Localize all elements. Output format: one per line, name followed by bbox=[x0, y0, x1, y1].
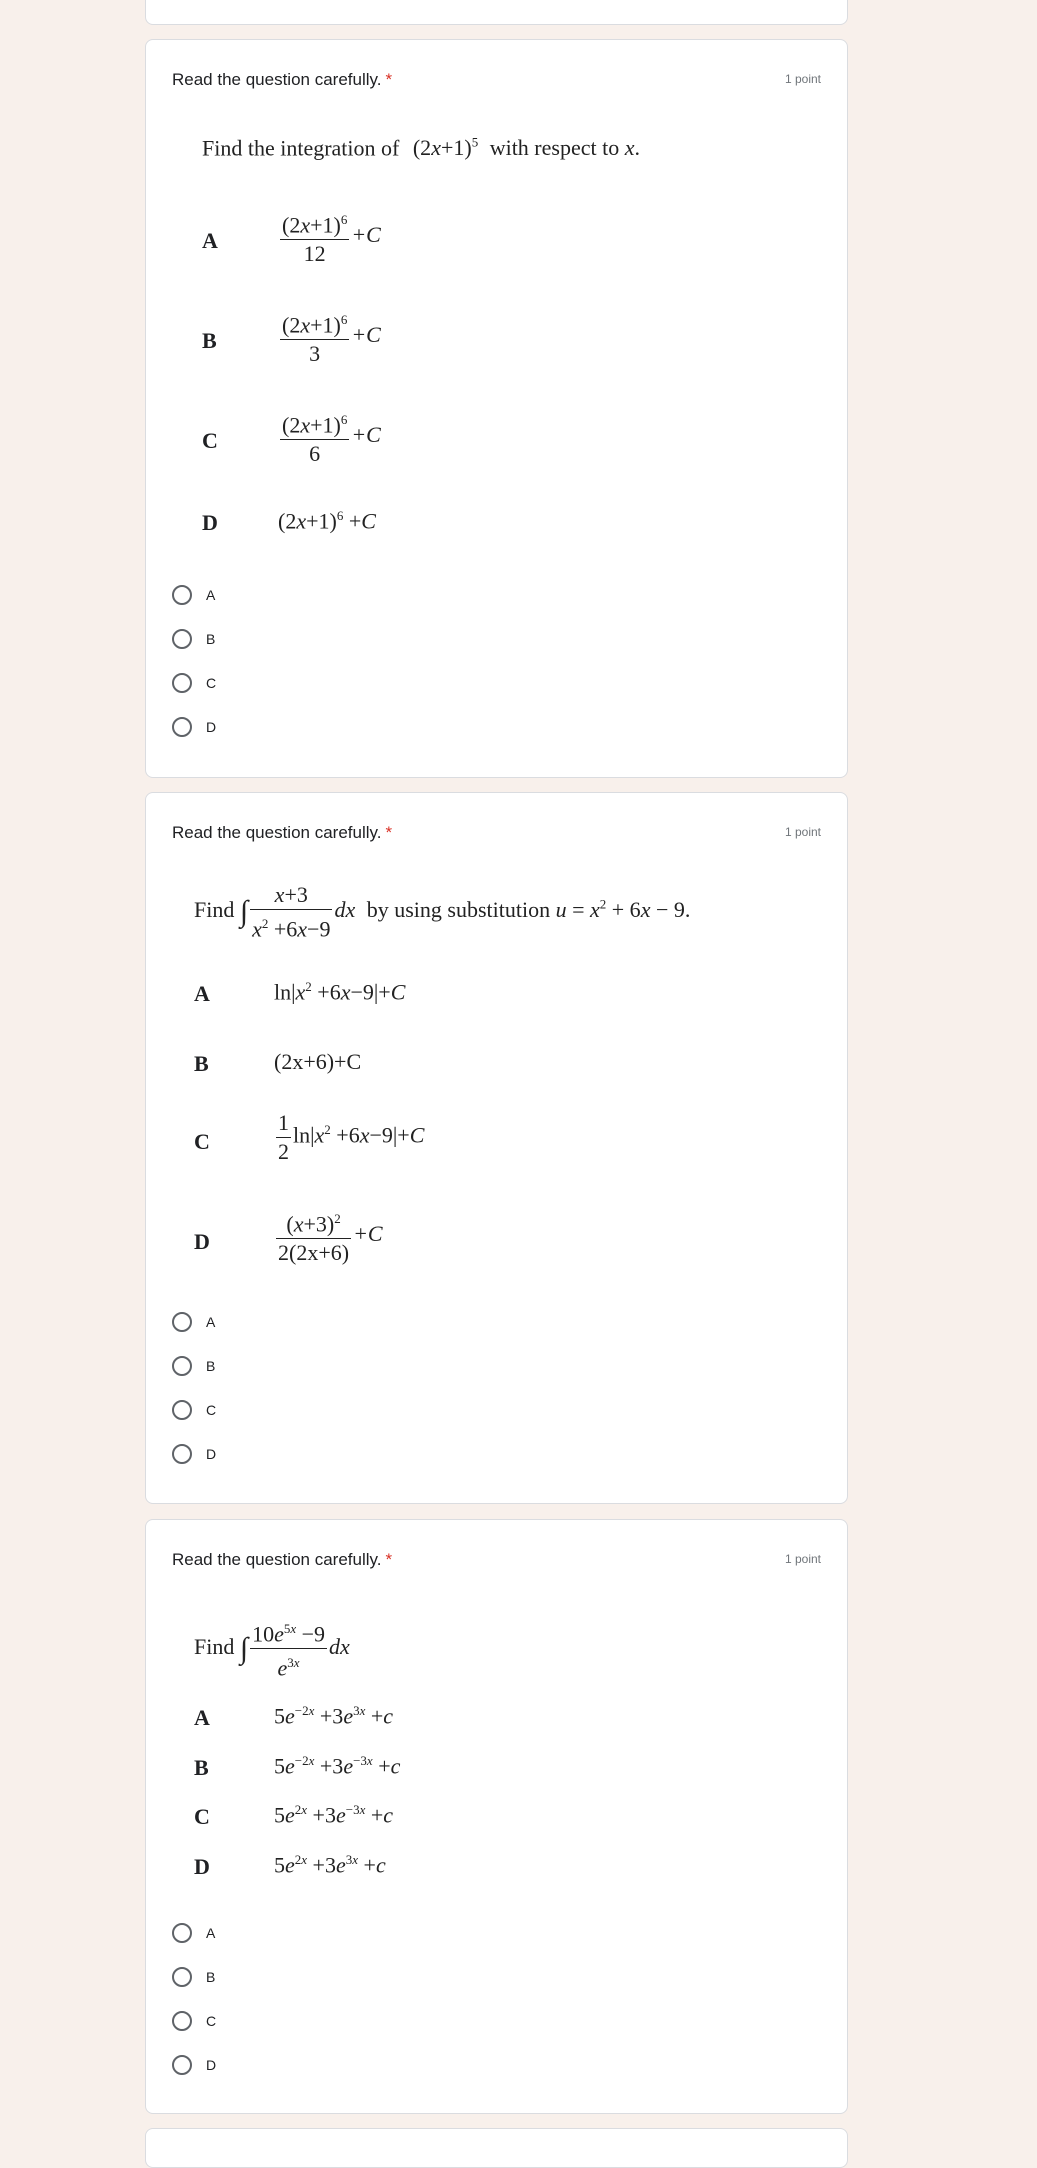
option-expression-d: $(2x+1)^6 +C$ bbox=[278, 508, 376, 534]
option-letter-c: C bbox=[202, 428, 218, 453]
previous-question-card bbox=[145, 0, 848, 25]
question-image-prompt: Find ∫ $\frac{x+3}{x^2 +6x-9}$ dx by using substitution $u = x^2 + 6x - 9$. bbox=[194, 882, 691, 942]
question-title: Read the question carefully. bbox=[172, 823, 382, 842]
option-letter-a: A bbox=[194, 981, 210, 1006]
option-expression-a: $\frac{(2x+1)^6}{12}$ +C bbox=[278, 206, 381, 268]
radio-circle-icon[interactable] bbox=[172, 717, 192, 737]
radio-circle-icon[interactable] bbox=[172, 585, 192, 605]
option-expression-b: (2x+6)+C bbox=[274, 1049, 362, 1074]
question-header bbox=[172, 70, 821, 92]
radio-option-d[interactable]: D bbox=[172, 2051, 216, 2079]
points-label: 1 point bbox=[784, 1552, 821, 1566]
option-expression-c: $\frac{(2x+1)^6}{6}$ +C bbox=[278, 406, 381, 468]
question-title: Read the question carefully. bbox=[172, 70, 382, 89]
question-card-3 bbox=[145, 1519, 848, 2114]
question-card-2 bbox=[145, 792, 848, 1504]
radio-option-a[interactable]: A bbox=[172, 581, 215, 609]
radio-circle-icon[interactable] bbox=[172, 2011, 192, 2031]
option-letter-b: B bbox=[194, 1755, 209, 1780]
radio-circle-icon[interactable] bbox=[172, 1444, 192, 1464]
option-expression-c: $5e^{2x} +3e^{-3x} +c$ bbox=[274, 1802, 394, 1828]
integrand-fraction: $\frac{x+3}{x^2 +6x-9}$ bbox=[252, 882, 331, 942]
option-letter-c: C bbox=[194, 1129, 210, 1154]
next-question-card bbox=[145, 2128, 848, 2168]
option-letter-b: B bbox=[194, 1051, 209, 1076]
option-expression-a: $\ln|x^2 +6x-9|+C$ bbox=[274, 979, 406, 1005]
radio-circle-icon[interactable] bbox=[172, 1400, 192, 1420]
option-expression-b: $5e^{-2x} +3e^{-3x} +c$ bbox=[274, 1753, 401, 1779]
radio-option-c[interactable]: C bbox=[172, 2007, 216, 2035]
question-header bbox=[172, 1550, 821, 1572]
radio-option-c[interactable]: C bbox=[172, 669, 216, 697]
question-header bbox=[172, 823, 821, 845]
question-image-prompt: Find ∫ $\frac{10e^{5x} -9}{e^{3x}}$ dx bbox=[194, 1615, 350, 1683]
option-expression-d: $\frac{(x+3)^2}{2(2x+6)}$ +C bbox=[274, 1205, 383, 1267]
radio-circle-icon[interactable] bbox=[172, 2055, 192, 2075]
radio-circle-icon[interactable] bbox=[172, 1967, 192, 1987]
integral-sign-icon: ∫ bbox=[239, 895, 249, 929]
option-letter-d: D bbox=[194, 1854, 210, 1879]
radio-circle-icon[interactable] bbox=[172, 629, 192, 649]
option-expression-b: $\frac{(2x+1)^6}{3}$ +C bbox=[278, 306, 381, 368]
required-asterisk: * bbox=[385, 1550, 393, 1569]
question-title: Read the question carefully. bbox=[172, 1550, 382, 1569]
radio-circle-icon[interactable] bbox=[172, 1923, 192, 1943]
question-card-1 bbox=[145, 39, 848, 778]
option-letter-a: A bbox=[202, 228, 218, 253]
points-label: 1 point bbox=[784, 825, 821, 839]
option-expression-c: $\frac{1}{2}$ $\ln|x^2 +6x-9|+C$ bbox=[278, 1110, 425, 1164]
option-letter-d: D bbox=[202, 510, 218, 535]
integrand-fraction: $\frac{10e^{5x} -9}{e^{3x}}$ bbox=[250, 1615, 327, 1683]
option-expression-d: $5e^{2x} +3e^{3x} +c$ bbox=[274, 1852, 386, 1878]
integral-sign-icon: ∫ bbox=[239, 1631, 249, 1665]
required-asterisk: * bbox=[385, 70, 393, 89]
option-letter-a: A bbox=[194, 1705, 210, 1730]
option-letter-b: B bbox=[202, 328, 217, 353]
radio-option-b[interactable]: B bbox=[172, 625, 215, 653]
question-image-prompt: Find the integration of $(2x+1)^5$ with respect to x. bbox=[202, 135, 640, 161]
option-expression-a: $5e^{-2x} +3e^{3x} +c$ bbox=[274, 1703, 394, 1729]
radio-circle-icon[interactable] bbox=[172, 1312, 192, 1332]
prompt-tail: with respect to x. bbox=[489, 135, 640, 161]
radio-option-b[interactable]: B bbox=[172, 1352, 215, 1380]
option-letter-d: D bbox=[194, 1229, 210, 1254]
radio-option-a[interactable]: A bbox=[172, 1919, 215, 1947]
radio-option-b[interactable]: B bbox=[172, 1963, 215, 1991]
prompt-expression: $(2x+1)^5$ bbox=[412, 135, 479, 161]
required-asterisk: * bbox=[385, 823, 393, 842]
radio-option-a[interactable]: A bbox=[172, 1308, 215, 1336]
radio-option-d[interactable]: D bbox=[172, 1440, 216, 1468]
radio-circle-icon[interactable] bbox=[172, 1356, 192, 1376]
radio-option-d[interactable]: D bbox=[172, 713, 216, 741]
option-letter-c: C bbox=[194, 1804, 210, 1829]
radio-circle-icon[interactable] bbox=[172, 673, 192, 693]
prompt-tail: by using substitution $u = x^2 + 6x - 9$. bbox=[366, 896, 691, 923]
points-label: 1 point bbox=[784, 72, 821, 86]
radio-option-c[interactable]: C bbox=[172, 1396, 216, 1424]
